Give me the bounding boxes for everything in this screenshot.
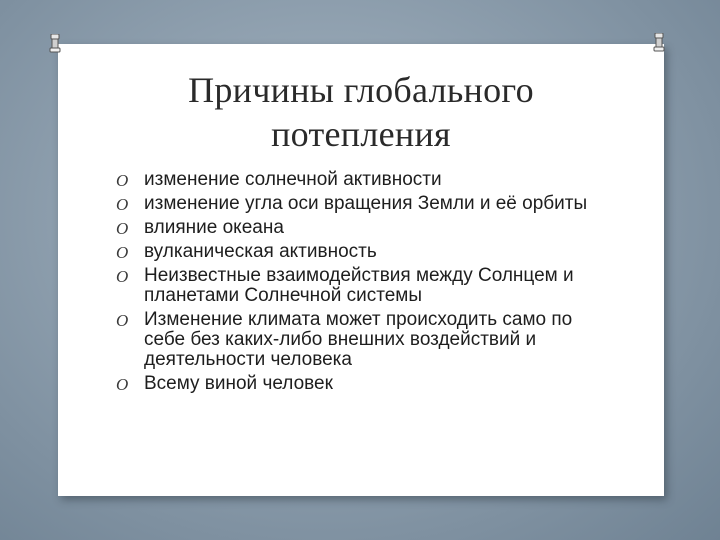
bullet-item — [116, 218, 616, 238]
bullet-o-icon: O — [116, 219, 129, 238]
title-line-2: потепления — [271, 114, 451, 154]
bullet-o-icon: O — [116, 171, 129, 190]
bullet-text: влияние океана — [144, 217, 284, 238]
bullet-item — [116, 310, 616, 370]
title-line-1: Причины глобального — [188, 70, 534, 110]
bullet-text: Изменение климата может происходить само по себе без каких-либо внешних воздействий и деятельности человека — [144, 309, 573, 370]
bullet-item — [116, 242, 616, 262]
bullet-item — [116, 374, 616, 394]
bullet-text: Неизвестные взаимодействия между Солнцем и планетами Солнечной системы — [144, 265, 574, 306]
bullet-o-icon: O — [116, 195, 129, 214]
bullet-list — [116, 170, 616, 398]
bullet-item — [116, 170, 616, 190]
bullet-text: изменение угла оси вращения Земли и её орбиты — [144, 193, 588, 214]
bullet-text: изменение солнечной активности — [144, 169, 442, 190]
pushpin-left-icon — [49, 34, 61, 54]
bullet-o-icon: O — [116, 243, 129, 262]
bullet-item — [116, 266, 616, 306]
bullet-item — [116, 194, 616, 214]
slide-title — [58, 68, 664, 156]
bullet-text: Всему виной человек — [144, 373, 333, 394]
bullet-o-icon: O — [116, 375, 129, 394]
pushpin-right-icon — [653, 33, 665, 53]
bullet-o-icon: O — [116, 311, 129, 330]
bullet-o-icon: O — [116, 267, 129, 286]
bullet-text: вулканическая активность — [144, 241, 377, 262]
